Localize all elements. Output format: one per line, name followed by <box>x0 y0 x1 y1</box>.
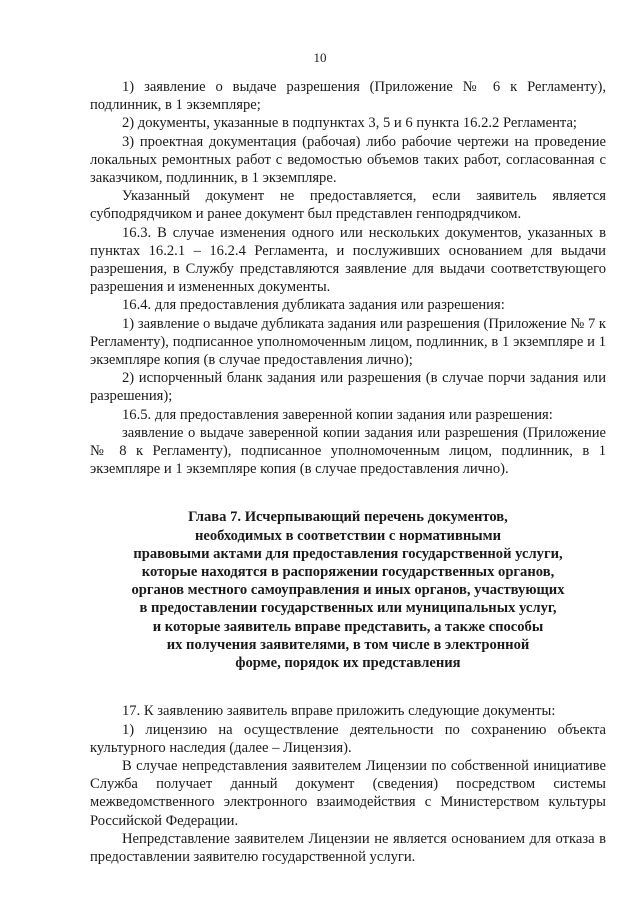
paragraph: 1) заявление о выдаче дубликата задания или разрешения (Приложение № 7 к Регламенту), подписанное уполномоченным лицом, подлинник, в 1 экземпляре и 1 экземпляре копия (в случае предоставления лично); <box>90 315 606 369</box>
paragraph: 16.3. В случае изменения одного или нескольких документов, указанных в пунктах 16.2.1 – 16.2.4 Регламента, и послуживших основанием для выдачи разрешения, в Службу представляются заявление для выдачи соответствующего разрешения и измененных документы. <box>90 224 606 296</box>
paragraph: Непредставление заявителем Лицензии не является основанием для отказа в предоставлении заявителю государственной услуги. <box>90 830 606 865</box>
paragraph: заявление о выдаче заверенной копии задания или разрешения (Приложение № 8 к Регламенту), подписанное уполномоченным лицом, подлинник, в 1 экземпляре и 1 экземпляре копия (в случае предоставления лично). <box>90 424 606 478</box>
paragraph: 2) испорченный бланк задания или разрешения (в случае порчи задания или разрешения); <box>90 370 606 405</box>
page-content <box>90 78 606 866</box>
page-number: 10 <box>313 50 327 65</box>
paragraph: 16.5. для предоставления заверенной копии задания или разрешения: <box>122 406 553 423</box>
paragraph: 2) документы, указанные в подпунктах 3, 5 и 6 пункта 16.2.2 Регламента; <box>122 115 577 132</box>
paragraph: 3) проектная документация (рабочая) либо рабочие чертежи на проведение локальных ремонтных работ с ведомостью объемов таких работ, согласованная с заказчиком, подлинник, в 1 экземпляре. <box>90 133 606 187</box>
paragraph: 17. К заявлению заявитель вправе приложить следующие документы: <box>122 703 556 720</box>
paragraph: В случае непредставления заявителем Лицензии по собственной инициативе Служба получает данный документ (сведения) посредством системы межведомственного электронного взаимодействия с Министерством культуры Российской Федерации. <box>90 757 606 829</box>
paragraph: 16.4. для предоставления дубликата задания или разрешения: <box>122 297 505 314</box>
paragraph: Указанный документ не предоставляется, если заявитель является субподрядчиком и ранее документ был представлен генподрядчиком. <box>90 188 606 223</box>
chapter-heading: Глава 7. Исчерпывающий перечень документов, необходимых в соответствии с нормативными правовыми актами для предоставления государственной услуги, которые находятся в распоряжении государственных органов, органов местного самоуправления и иных органов, участвующих в предоставлении государственных или муниципальных услуг, и которые заявитель вправе представить, а также способы их получения заявителями, в том числе в электронной форме, порядок их представления <box>131 509 565 672</box>
paragraph: 1) заявление о выдаче разрешения (Приложение № 6 к Регламенту), подлинник, в 1 экземпляре; <box>90 79 606 114</box>
paragraph: 1) лицензию на осуществление деятельности по сохранению объекта культурного наследия (далее – Лицензия). <box>90 721 606 756</box>
